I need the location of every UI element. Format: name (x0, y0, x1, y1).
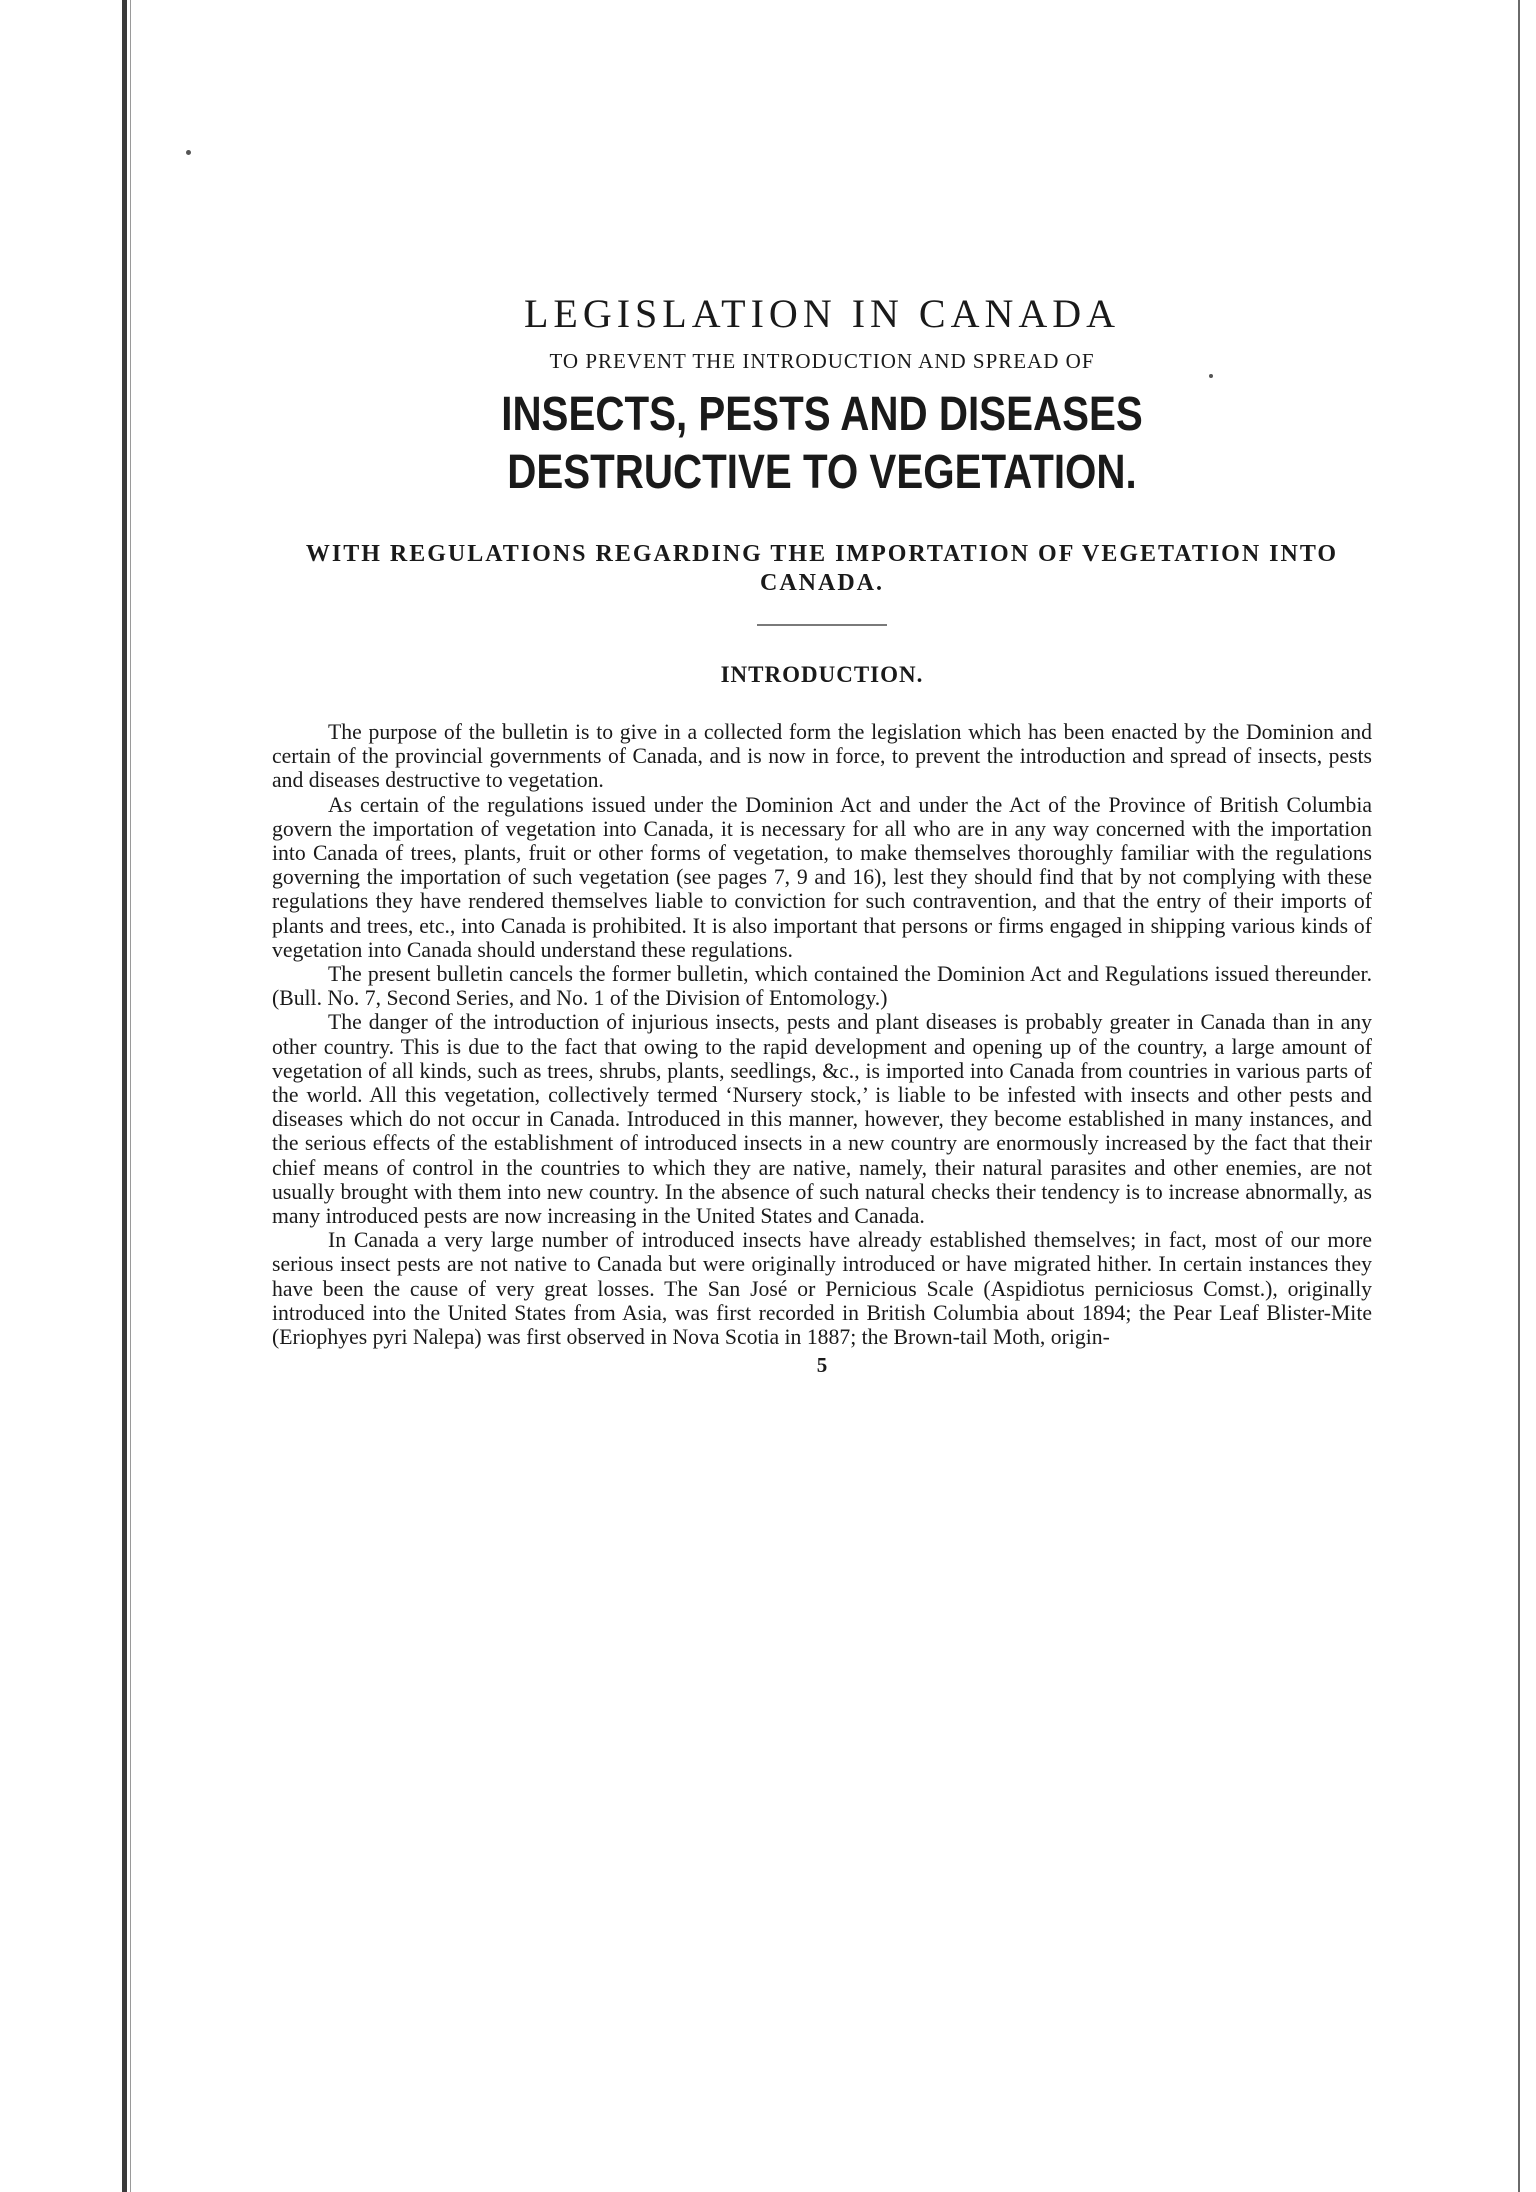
scan-left-edge (122, 0, 127, 2192)
paragraph: In Canada a very large number of introduced insects have already established themselves; in fact, most of our more serious insect pests are not native to Canada but were originally introduced or have migrated hither. In certain instances they have been the cause of very great losses. The San José or Pernicious Scale (Aspidiotus perniciosus Comst.), originally introduced into the United States from Asia, was first recorded in British Columbia about 1894; the Pear Leaf Blister-Mite (Eriophyes pyri Nalepa) was first observed in Nova Scotia in 1887; the Brown-tail Moth, origin- (272, 1228, 1372, 1350)
section-heading: INTRODUCTION. (720, 662, 924, 687)
page-number: 5 (816, 1353, 828, 1378)
document-subtitle-3: WITH REGULATIONS REGARDING THE IMPORTATION OF VEGETATION INTO CANADA. (305, 541, 1339, 596)
paragraph: As certain of the regulations issued under the Dominion Act and under the Act of the Province of British Columbia govern the importation of vegetation into Canada, it is necessary for all who are in any way concerned with the importation into Canada of trees, plants, fruit or other forms of vegetation, to make themselves thoroughly familiar with the regulations governing the importation of such vegetation (see pages 7, 9 and 16), lest they should find that by not complying with these regulations they have rendered themselves liable to conviction for such contravention, and that the entry of their imports of plants and trees, etc., into Canada is prohibited. It is also important that persons or firms engaged in shipping various kinds of vegetation into Canada should understand these regulations. (272, 792, 1372, 962)
scan-right-edge (1518, 0, 1520, 2192)
document-page (272, 290, 1372, 1378)
scan-speck (186, 150, 191, 155)
paragraph: The danger of the introduction of injurious insects, pests and plant diseases is probably greater in Canada than in any other country. This is due to the fact that owing to the rapid development and opening up of the country, a large amount of vegetation of all kinds, such as trees, shrubs, plants, seedlings, &c., is imported into Canada from countries in various parts of the world. All this vegetation, collectively termed ‘Nursery stock,’ is liable to be infested with insects and other pests and diseases which do not occur in Canada. Introduced in this manner, however, they become established in many instances, and the serious effects of the establishment of introduced insects in a new country are enormously increased by the fact that their chief means of control in the countries to which they are native, namely, their natural parasites and other enemies, are not usually brought with them into new country. In the absence of such natural checks their tendency is to increase abnormally, as many introduced pests are now increasing in the United States and Canada. (272, 1010, 1372, 1229)
title-divider (757, 624, 887, 626)
document-subtitle-1: TO PREVENT THE INTRODUCTION AND SPREAD OF (549, 349, 1095, 373)
paragraph: The purpose of the bulletin is to give in a collected form the legislation which has been enacted by the Dominion and certain of the provincial governments of Canada, and is now in force, to prevent the introduction and spread of insects, pests and diseases destructive to vegetation. (272, 720, 1372, 793)
scan-left-edge-shadow (130, 0, 131, 2192)
document-title: LEGISLATION IN CANADA (523, 291, 1121, 336)
paragraph: The present bulletin cancels the former bulletin, which contained the Dominion Act and Regulations issued thereunder. (Bull. No. 7, Second Series, and No. 1 of the Division of Entomology.) (272, 962, 1372, 1011)
document-subtitle-2: INSECTS, PESTS AND DISEASES DESTRUCTIVE TO VEGETATION. (501, 388, 1143, 499)
